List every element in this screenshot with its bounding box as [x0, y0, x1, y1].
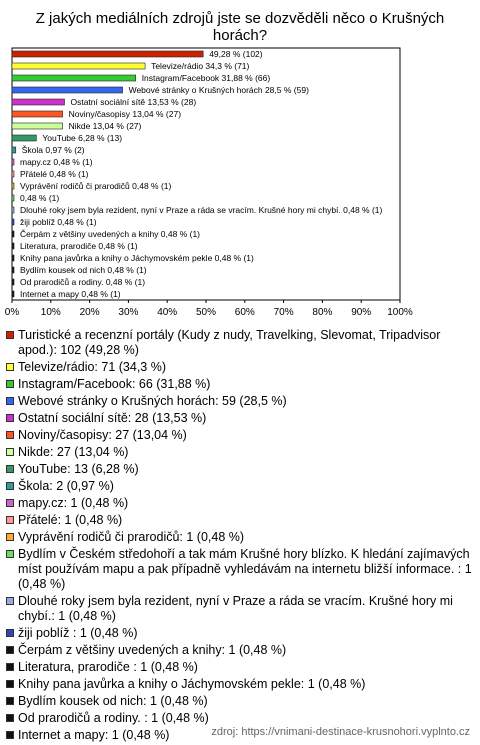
- bar-label: Webové stránky o Krušných horách 28,5 % (59): [128, 85, 309, 95]
- legend-item: [6, 462, 472, 477]
- legend-label: Noviny/časopisy: 27 (13,04 %): [18, 428, 187, 442]
- legend-item: [6, 377, 472, 392]
- bar-label: 49,28 % (102): [209, 49, 263, 59]
- x-tick-label: 50%: [195, 307, 217, 318]
- legend-item: [6, 547, 472, 592]
- bar: [12, 195, 14, 201]
- legend-label: Televize/rádio: 71 (34,3 %): [18, 360, 166, 374]
- legend-label: Instagram/Facebook: 66 (31,88 %): [18, 377, 211, 391]
- x-tick-label: 70%: [273, 307, 294, 318]
- bar-label: Literatura, prarodiče 0,48 % (1): [20, 241, 138, 251]
- legend-label: mapy.cz: 1 (0,48 %): [18, 496, 129, 510]
- legend-item: [6, 694, 472, 709]
- bar-label: Škola 0,97 % (2): [21, 145, 85, 155]
- legend-label: Bydlím kousek od nich: 1 (0,48 %): [18, 694, 208, 708]
- bar-label: Přátelé 0,48 % (1): [20, 169, 89, 179]
- legend-swatch: [6, 663, 14, 671]
- legend-item: [6, 411, 472, 426]
- bar-label: Vyprávění rodičů či prarodičů 0,48 % (1): [20, 181, 172, 191]
- legend-swatch: [6, 731, 14, 739]
- legend-swatch: [6, 414, 14, 422]
- bar: [12, 267, 14, 273]
- bar: [12, 87, 123, 93]
- bar: [12, 279, 14, 285]
- legend-item: [6, 360, 472, 375]
- legend-swatch: [6, 431, 14, 439]
- bar-label: Televize/rádio 34,3 % (71): [151, 61, 250, 71]
- legend-swatch: [6, 516, 14, 524]
- legend-swatch: [6, 448, 14, 456]
- legend-item: [6, 643, 472, 658]
- legend-swatch: [6, 646, 14, 654]
- legend-label: žiji poblíž : 1 (0,48 %): [18, 626, 138, 640]
- legend-item: [6, 328, 472, 358]
- bar-label: Čerpám z většiny uvedených a knihy 0,48 % (1): [20, 229, 201, 239]
- bar: [12, 147, 16, 153]
- bar-chart: [0, 0, 480, 328]
- legend-item: [6, 479, 472, 494]
- x-tick-label: 80%: [312, 307, 333, 318]
- bar-label: mapy.cz 0,48 % (1): [20, 157, 93, 167]
- bar-label: žiji poblíž 0,48 % (1): [20, 217, 97, 227]
- bar-label: Instagram/Facebook 31,88 % (66): [141, 73, 271, 83]
- chart-title: Z jakých mediálních zdrojů jste se dozvěděli něco o Krušných horách?: [35, 10, 445, 44]
- legend-item: [6, 594, 472, 624]
- x-tick-label: 60%: [234, 307, 255, 318]
- x-tick-label: 0%: [4, 307, 20, 318]
- legend-label: Škola: 2 (0,97 %): [18, 479, 114, 493]
- legend-label: Nikde: 27 (13,04 %): [18, 445, 129, 459]
- legend-swatch: [6, 465, 14, 473]
- bar: [12, 99, 64, 105]
- bar: [12, 255, 14, 261]
- legend-item: [6, 626, 472, 641]
- legend-swatch: [6, 482, 14, 490]
- legend-item: [6, 530, 472, 545]
- bar-label: Internet a mapy 0,48 % (1): [20, 289, 121, 299]
- legend-item: [6, 513, 472, 528]
- bar: [12, 243, 14, 249]
- bar: [12, 135, 36, 141]
- bar-label: Od prarodičů a rodiny. 0,48 % (1): [20, 277, 146, 287]
- bar: [12, 159, 14, 165]
- legend-item: [6, 428, 472, 443]
- x-tick-label: 100%: [387, 307, 413, 318]
- bar-label: YouTube 6,28 % (13): [42, 133, 123, 143]
- legend-label: Turistické a recenzní portály (Kudy z nudy, Travelking, Slevomat, Tripadvisor apod.): 102 (49,28 %): [18, 328, 441, 357]
- legend-swatch: [6, 714, 14, 722]
- legend-swatch: [6, 533, 14, 541]
- bar-label: Noviny/časopisy 13,04 % (27): [68, 109, 182, 119]
- bar: [12, 63, 145, 69]
- bar: [12, 291, 14, 297]
- bar-label: Bydlím kousek od nich 0,48 % (1): [20, 265, 147, 275]
- legend-item: [6, 496, 472, 511]
- legend-label: Dlouhé roky jsem byla rezident, nyní v Praze a ráda se vracím. Krušné hory mi chybí.: 1 (0,48 %): [18, 594, 453, 623]
- bar: [12, 207, 14, 213]
- chart-legend: [6, 328, 472, 745]
- bar: [12, 183, 14, 189]
- legend-label: Od prarodičů a rodiny. : 1 (0,48 %): [18, 711, 209, 725]
- legend-swatch: [6, 597, 14, 605]
- legend-swatch: [6, 499, 14, 507]
- legend-label: YouTube: 13 (6,28 %): [18, 462, 139, 476]
- legend-item: [6, 394, 472, 409]
- bar: [12, 219, 14, 225]
- legend-swatch: [6, 363, 14, 371]
- legend-label: Literatura, prarodiče : 1 (0,48 %): [18, 660, 198, 674]
- legend-label: Čerpám z většiny uvedených a knihy: 1 (0,48 %): [18, 643, 287, 657]
- x-tick-label: 40%: [157, 307, 178, 318]
- bar: [12, 51, 203, 57]
- legend-label: Webové stránky o Krušných horách: 59 (28,5 %): [18, 394, 287, 408]
- legend-label: Internet a mapy: 1 (0,48 %): [18, 728, 170, 742]
- x-tick-label: 10%: [40, 307, 61, 318]
- bar-label: Knihy pana javůrka a knihy o Jáchymovském pekle 0,48 % (1): [20, 253, 254, 263]
- x-tick-label: 20%: [79, 307, 100, 318]
- legend-swatch: [6, 680, 14, 688]
- bar: [12, 171, 14, 177]
- legend-label: Vyprávění rodičů či prarodičů: 1 (0,48 %): [18, 530, 245, 544]
- legend-label: Přátelé: 1 (0,48 %): [18, 513, 123, 527]
- legend-swatch: [6, 629, 14, 637]
- legend-item: [6, 677, 472, 692]
- x-tick-label: 90%: [351, 307, 372, 318]
- bar: [12, 123, 63, 129]
- legend-swatch: [6, 397, 14, 405]
- legend-item: [6, 660, 472, 675]
- bar-label: Ostatní sociální sítě 13,53 % (28): [70, 97, 197, 107]
- bar: [12, 231, 14, 237]
- legend-swatch: [6, 380, 14, 388]
- legend-label: Knihy pana javůrka a knihy o Jáchymovském pekle: 1 (0,48 %): [18, 677, 366, 691]
- bar: [12, 75, 136, 81]
- legend-label: Bydlím v Českém středohoří a tak mám Krušné hory blízko. K hledání zajímavých míst používám mapu a pak případně vyhledávám na internetu bližší informace. : 1 (0,48 %): [18, 547, 472, 591]
- bar-label: Nikde 13,04 % (27): [68, 121, 142, 131]
- legend-item: [6, 445, 472, 460]
- legend-item: [6, 711, 472, 726]
- legend-swatch: [6, 697, 14, 705]
- legend-swatch: [6, 550, 14, 558]
- x-tick-label: 30%: [118, 307, 139, 318]
- source-text: zdroj: https://vnimani-destinace-krusnohori.vyplnto.cz: [211, 726, 470, 738]
- legend-swatch: [6, 331, 14, 339]
- bar-label: Dlouhé roky jsem byla rezident, nyní v Praze a ráda se vracím. Krušné hory mi chybí. 0,48 % (1): [20, 205, 383, 215]
- bar: [12, 111, 63, 117]
- legend-label: Ostatní sociální sítě: 28 (13,53 %): [18, 411, 207, 425]
- bar-label: 0,48 % (1): [20, 193, 60, 203]
